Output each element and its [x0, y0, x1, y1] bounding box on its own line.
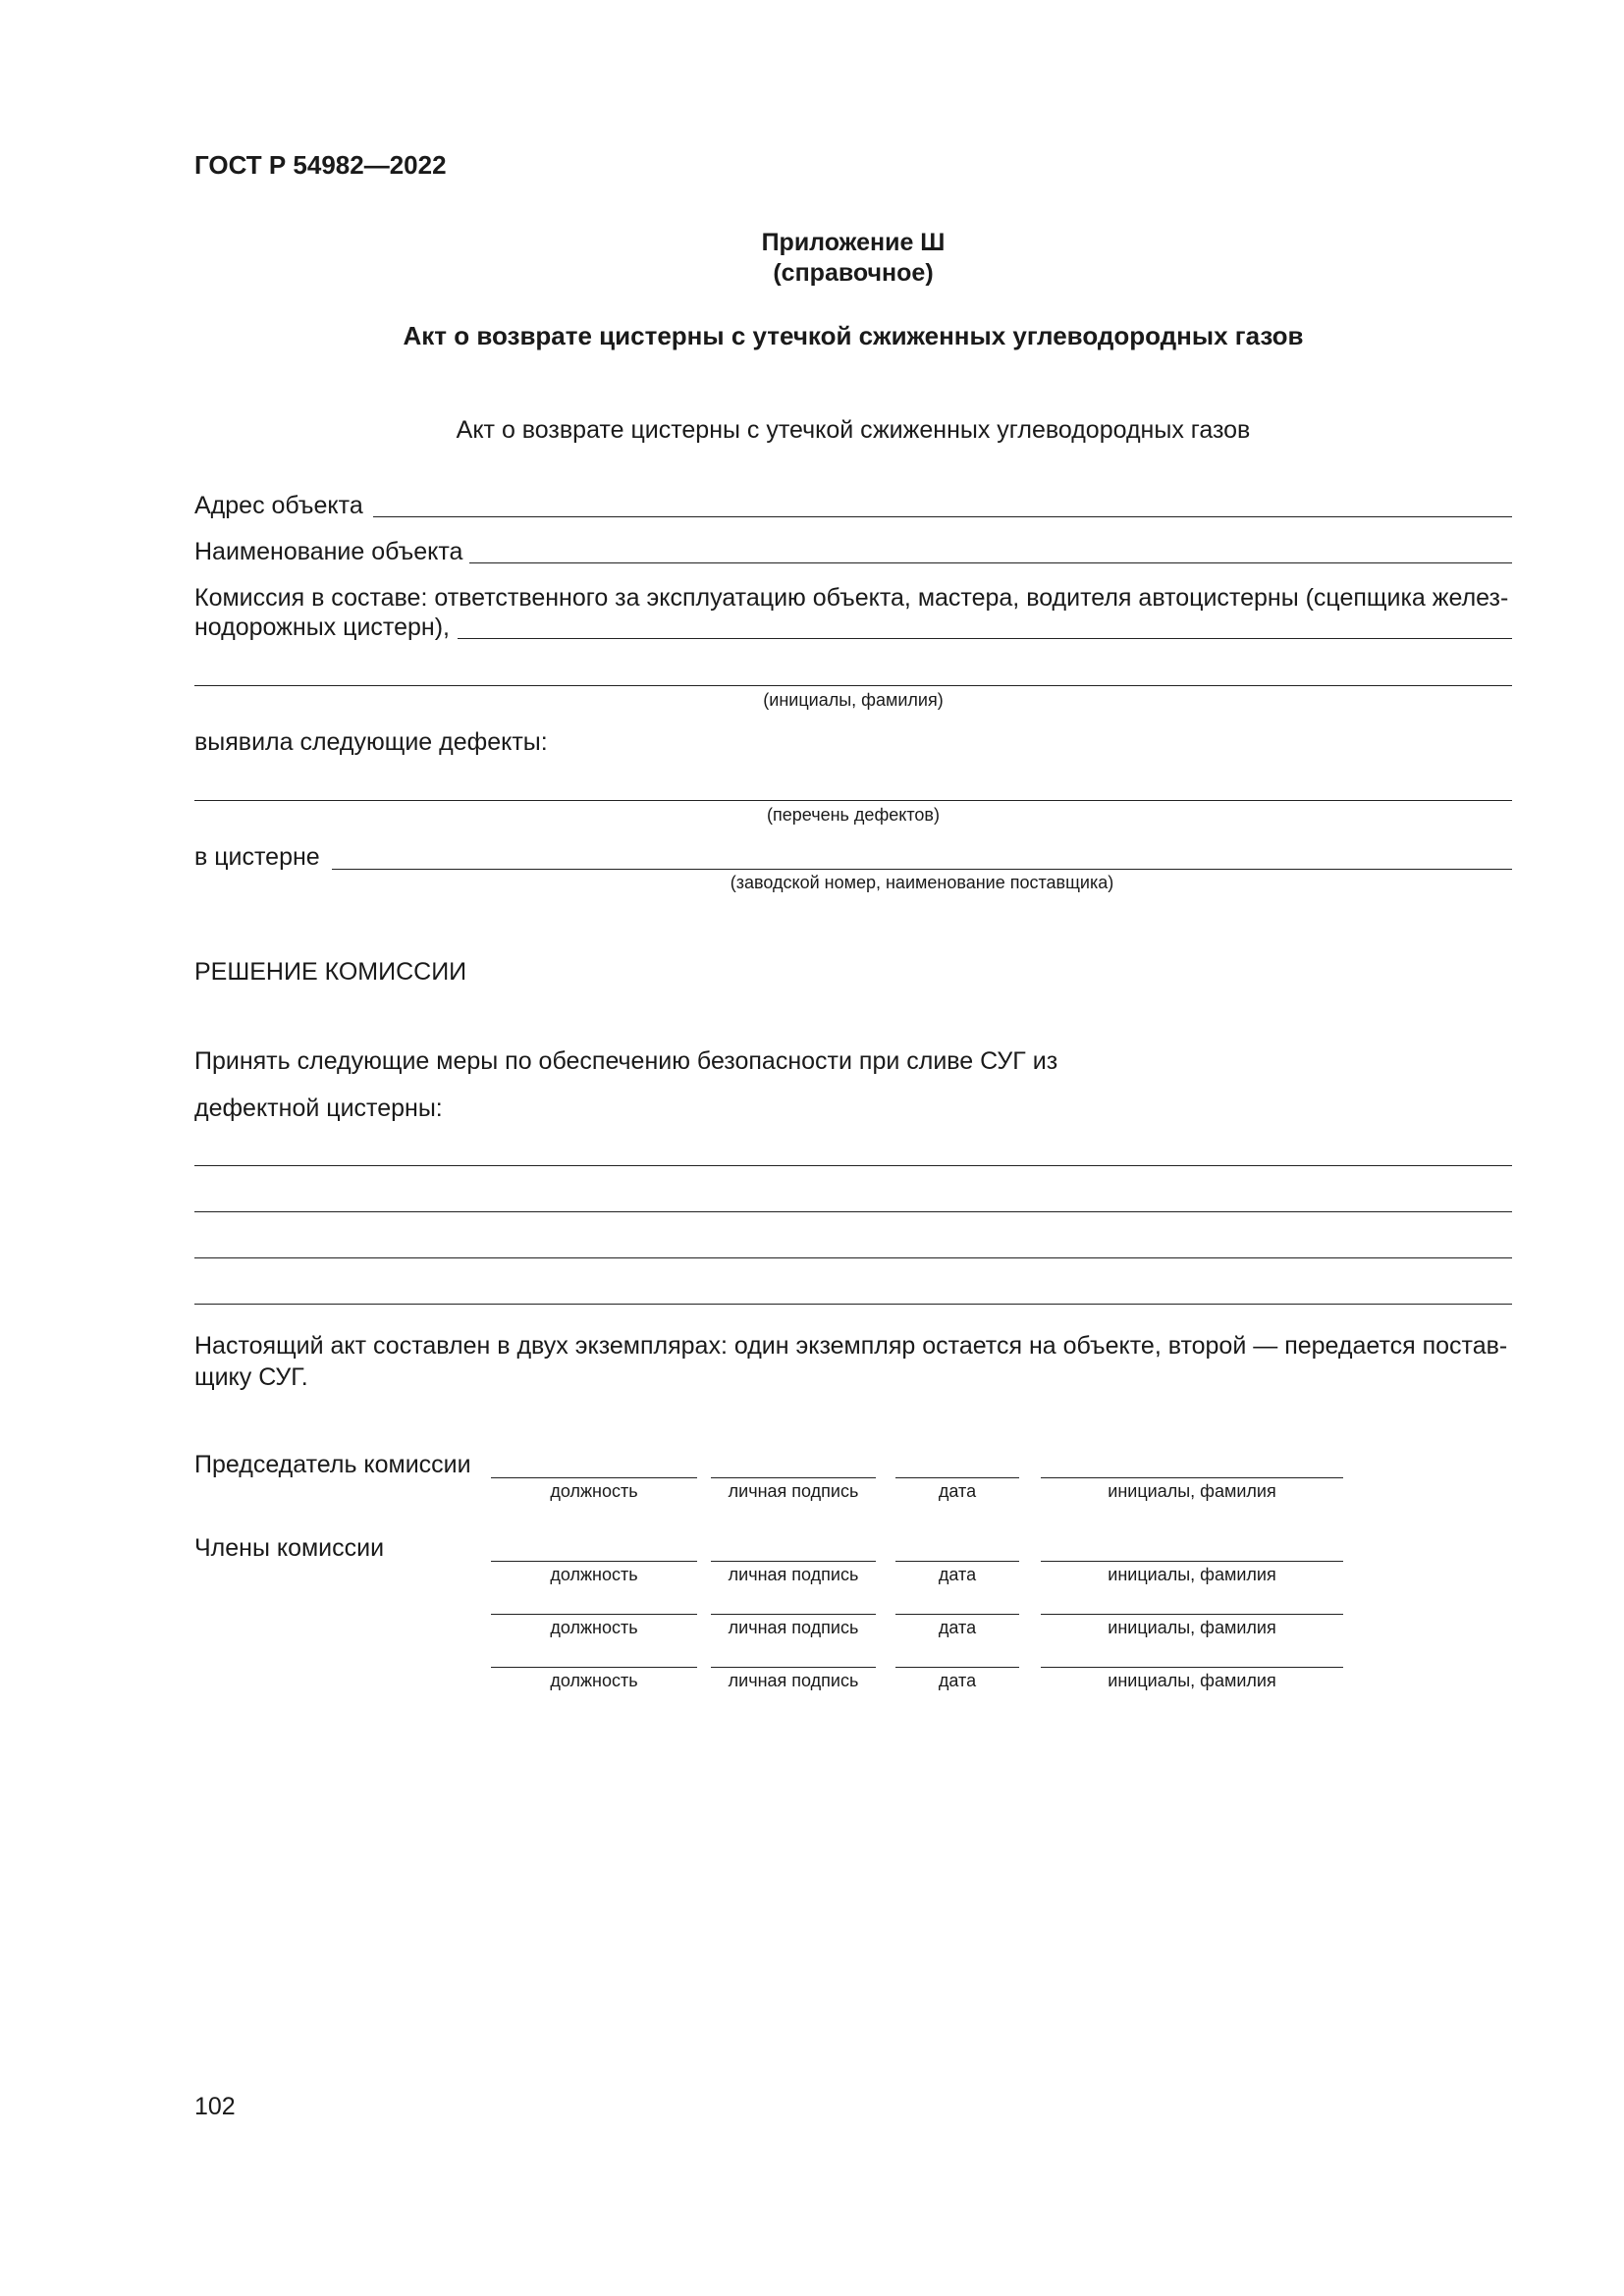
document-title: Акт о возврате цистерны с утечкой сжиженных углеводородных газов [403, 321, 1304, 350]
name-line [1041, 1561, 1343, 1562]
commission-text-line1: Комиссия в составе: ответственного за эксплуатацию объекта, мастера, водителя автоцистерны (сцепщика желез- [194, 584, 1509, 612]
position-caption: должность [550, 1481, 638, 1501]
page-number: 102 [194, 2093, 236, 2120]
copies-text-line2: щику СУГ. [194, 1363, 308, 1391]
date-line [895, 1614, 1019, 1615]
commission-line-2 [194, 685, 1512, 686]
signature-line [711, 1614, 876, 1615]
measures-line [194, 1304, 1512, 1305]
date-caption: дата [938, 1565, 977, 1584]
tank-line [332, 869, 1512, 870]
copies-text-line1: Настоящий акт составлен в двух экземплярах: один экземпляр остается на объекте, второй — передается постав- [194, 1332, 1508, 1360]
signature-line [711, 1561, 876, 1562]
date-line [895, 1477, 1019, 1478]
date-caption: дата [938, 1671, 977, 1690]
tank-caption: (заводской номер, наименование поставщика) [730, 873, 1114, 892]
signature-caption: личная подпись [728, 1481, 859, 1501]
standard-header: ГОСТ Р 54982—2022 [194, 150, 447, 180]
name-line [1041, 1667, 1343, 1668]
appendix-title: Приложение Ш [761, 229, 946, 256]
position-line [491, 1667, 697, 1668]
chairman-label: Председатель комиссии [194, 1451, 471, 1478]
decision-heading: РЕШЕНИЕ КОМИССИИ [194, 958, 467, 986]
name-line [1041, 1614, 1343, 1615]
signature-caption: личная подпись [728, 1618, 859, 1637]
defects-line [194, 800, 1512, 801]
position-caption: должность [550, 1618, 638, 1637]
name-caption: инициалы, фамилия [1108, 1671, 1276, 1690]
signature-line [711, 1477, 876, 1478]
commission-line [458, 638, 1512, 639]
date-line [895, 1667, 1019, 1668]
name-caption: инициалы, фамилия [1108, 1618, 1276, 1637]
members-label: Члены комиссии [194, 1534, 385, 1562]
defects-label: выявила следующие дефекты: [194, 728, 548, 756]
name-caption: инициалы, фамилия [1108, 1481, 1276, 1501]
position-line [491, 1561, 697, 1562]
defects-caption: (перечень дефектов) [767, 805, 940, 825]
form-title: Акт о возврате цистерны с утечкой сжиженных углеводородных газов [456, 416, 1251, 444]
date-caption: дата [938, 1481, 977, 1501]
commission-text-line2: нодорожных цистерн), [194, 614, 450, 641]
measures-text-line1: Принять следующие меры по обеспечению безопасности при сливе СУГ из [194, 1047, 1058, 1075]
date-caption: дата [938, 1618, 977, 1637]
address-label: Адрес объекта [194, 492, 363, 519]
measures-text-line2: дефектной цистерны: [194, 1095, 443, 1122]
date-line [895, 1561, 1019, 1562]
position-caption: должность [550, 1671, 638, 1690]
signature-caption: личная подпись [728, 1565, 859, 1584]
signature-line [711, 1667, 876, 1668]
measures-line [194, 1211, 1512, 1212]
address-line [373, 516, 1512, 517]
measures-line [194, 1165, 1512, 1166]
name-line [1041, 1477, 1343, 1478]
name-caption: инициалы, фамилия [1108, 1565, 1276, 1584]
object-name-label: Наименование объекта [194, 538, 463, 565]
tank-label: в цистерне [194, 843, 320, 871]
initials-caption: (инициалы, фамилия) [763, 690, 944, 710]
position-line [491, 1477, 697, 1478]
position-line [491, 1614, 697, 1615]
appendix-type: (справочное) [773, 259, 934, 287]
signature-caption: личная подпись [728, 1671, 859, 1690]
object-name-line [469, 562, 1512, 563]
measures-line [194, 1257, 1512, 1258]
position-caption: должность [550, 1565, 638, 1584]
